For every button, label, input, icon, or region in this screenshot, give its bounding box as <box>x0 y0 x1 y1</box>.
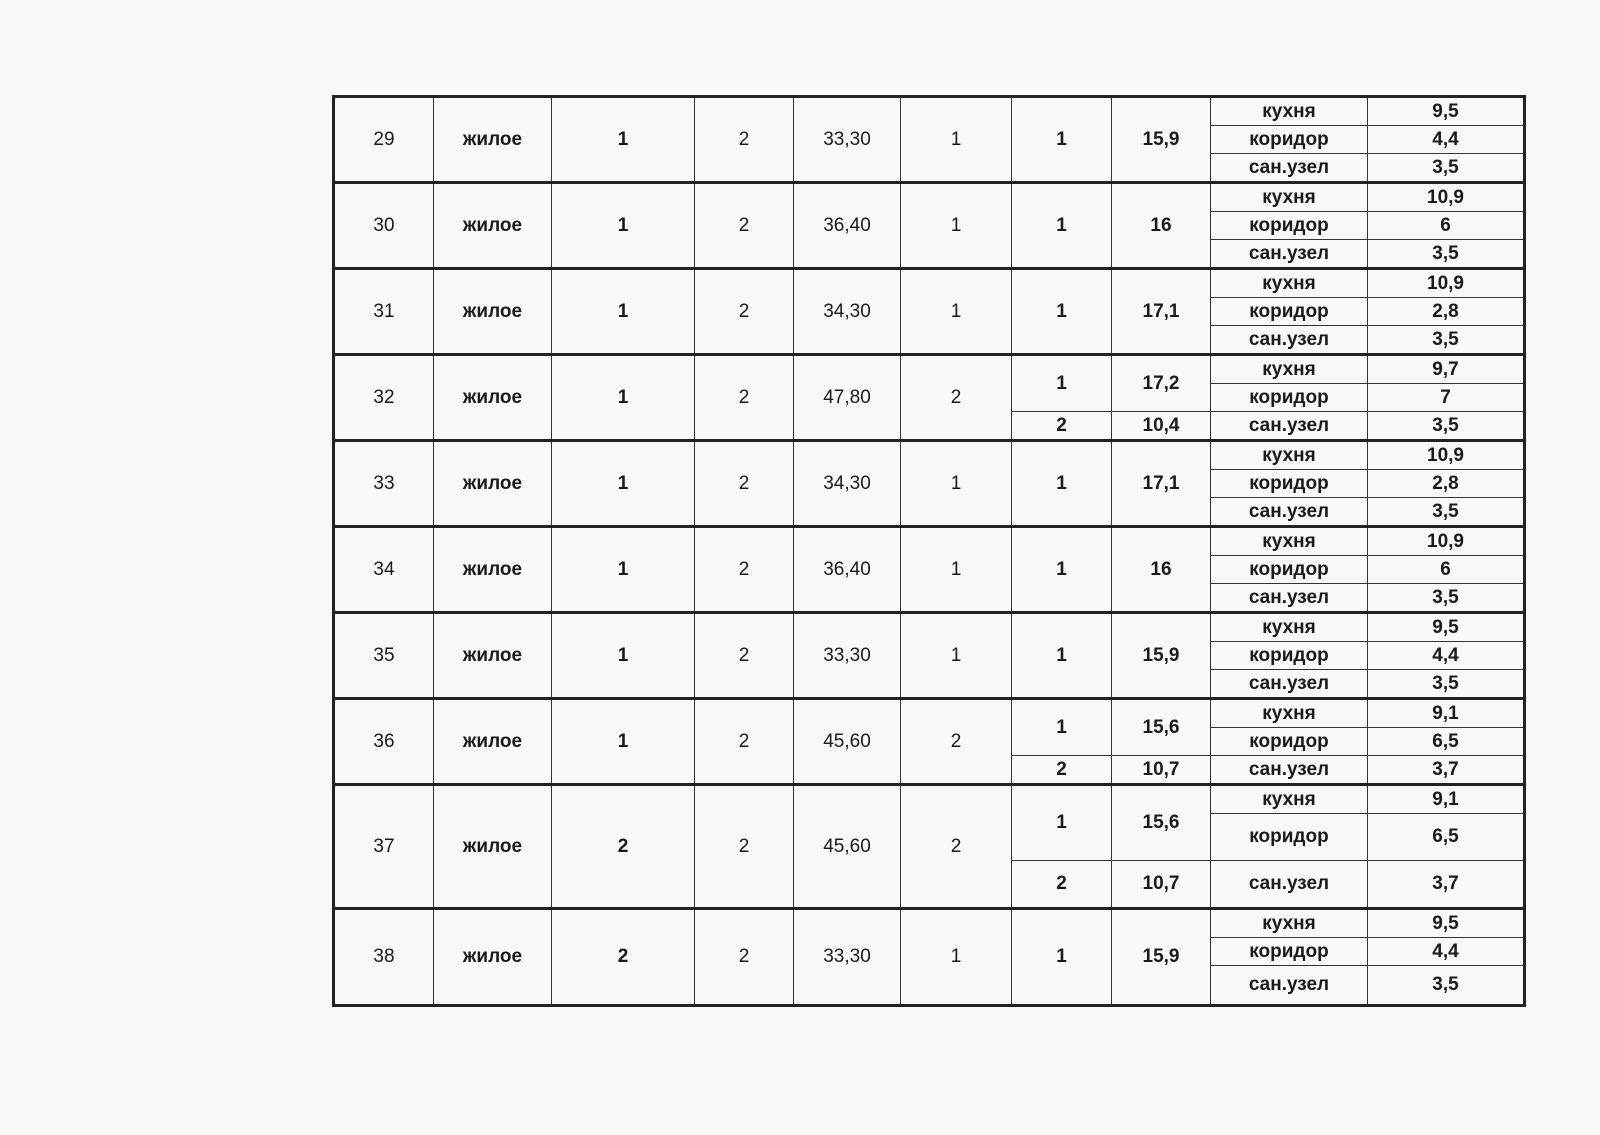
premises-type-cell: жилое <box>434 355 552 441</box>
aux-room-name-cell: коридор <box>1211 126 1368 154</box>
room-area-cell: 16 <box>1112 527 1211 613</box>
aux-room-name-cell: коридор <box>1211 470 1368 498</box>
apartment-number-cell: 31 <box>334 269 434 355</box>
aux-room-name-cell: кухня <box>1211 527 1368 556</box>
column-4-cell: 2 <box>695 355 794 441</box>
room-number-cell: 1 <box>1012 785 1112 861</box>
aux-room-name-cell: сан.узел <box>1211 154 1368 183</box>
column-4-cell: 2 <box>695 269 794 355</box>
total-area-cell: 34,30 <box>794 269 901 355</box>
table-row <box>334 527 1525 556</box>
aux-room-area-cell: 10,9 <box>1368 441 1525 470</box>
room-number-cell: 2 <box>1012 861 1112 909</box>
total-area-cell: 34,30 <box>794 441 901 527</box>
aux-room-name-cell: сан.узел <box>1211 412 1368 441</box>
aux-room-name-cell: коридор <box>1211 212 1368 240</box>
room-number-cell: 1 <box>1012 613 1112 699</box>
table-row <box>334 909 1525 938</box>
aux-room-name-cell: коридор <box>1211 298 1368 326</box>
aux-room-name-cell: кухня <box>1211 355 1368 384</box>
aux-room-name-cell: коридор <box>1211 728 1368 756</box>
aux-room-area-cell: 9,7 <box>1368 355 1525 384</box>
aux-room-area-cell: 4,4 <box>1368 938 1525 966</box>
aux-room-area-cell: 9,5 <box>1368 613 1525 642</box>
aux-room-name-cell: сан.узел <box>1211 756 1368 785</box>
aux-room-area-cell: 7 <box>1368 384 1525 412</box>
table-row <box>334 269 1525 298</box>
table-row <box>334 441 1525 470</box>
table-row <box>334 613 1525 642</box>
column-4-cell: 2 <box>695 699 794 785</box>
room-count-cell: 1 <box>901 97 1012 183</box>
room-area-cell: 15,6 <box>1112 699 1211 756</box>
total-area-cell: 45,60 <box>794 785 901 909</box>
aux-room-area-cell: 3,7 <box>1368 861 1525 909</box>
premises-type-cell: жилое <box>434 269 552 355</box>
aux-room-area-cell: 10,9 <box>1368 269 1525 298</box>
room-area-cell: 10,4 <box>1112 412 1211 441</box>
aux-room-name-cell: кухня <box>1211 613 1368 642</box>
room-count-cell: 2 <box>901 699 1012 785</box>
total-area-cell: 45,60 <box>794 699 901 785</box>
room-area-cell: 17,2 <box>1112 355 1211 412</box>
apartment-number-cell: 30 <box>334 183 434 269</box>
room-number-cell: 1 <box>1012 699 1112 756</box>
aux-room-area-cell: 10,9 <box>1368 527 1525 556</box>
column-3-cell: 1 <box>552 441 695 527</box>
premises-type-cell: жилое <box>434 441 552 527</box>
room-count-cell: 2 <box>901 355 1012 441</box>
apartments-table <box>332 95 1526 1007</box>
aux-room-name-cell: сан.узел <box>1211 240 1368 269</box>
column-3-cell: 2 <box>552 785 695 909</box>
room-count-cell: 2 <box>901 785 1012 909</box>
apartment-number-cell: 37 <box>334 785 434 909</box>
aux-room-area-cell: 6 <box>1368 212 1525 240</box>
aux-room-area-cell: 3,5 <box>1368 326 1525 355</box>
column-4-cell: 2 <box>695 97 794 183</box>
column-3-cell: 1 <box>552 97 695 183</box>
aux-room-area-cell: 6,5 <box>1368 814 1525 861</box>
aux-room-name-cell: коридор <box>1211 384 1368 412</box>
room-area-cell: 15,9 <box>1112 909 1211 1006</box>
room-number-cell: 1 <box>1012 527 1112 613</box>
apartment-number-cell: 33 <box>334 441 434 527</box>
total-area-cell: 33,30 <box>794 613 901 699</box>
room-area-cell: 17,1 <box>1112 441 1211 527</box>
aux-room-area-cell: 2,8 <box>1368 470 1525 498</box>
premises-type-cell: жилое <box>434 527 552 613</box>
room-count-cell: 1 <box>901 909 1012 1006</box>
room-area-cell: 15,9 <box>1112 97 1211 183</box>
column-3-cell: 2 <box>552 909 695 1006</box>
room-number-cell: 1 <box>1012 183 1112 269</box>
aux-room-area-cell: 9,5 <box>1368 909 1525 938</box>
total-area-cell: 36,40 <box>794 183 901 269</box>
premises-type-cell: жилое <box>434 613 552 699</box>
column-3-cell: 1 <box>552 183 695 269</box>
total-area-cell: 36,40 <box>794 527 901 613</box>
column-4-cell: 2 <box>695 441 794 527</box>
room-number-cell: 2 <box>1012 756 1112 785</box>
aux-room-name-cell: сан.узел <box>1211 861 1368 909</box>
aux-room-name-cell: кухня <box>1211 785 1368 814</box>
table-body <box>334 97 1525 1006</box>
aux-room-area-cell: 3,7 <box>1368 756 1525 785</box>
aux-room-name-cell: сан.узел <box>1211 326 1368 355</box>
aux-room-area-cell: 2,8 <box>1368 298 1525 326</box>
premises-type-cell: жилое <box>434 699 552 785</box>
total-area-cell: 33,30 <box>794 909 901 1006</box>
apartment-number-cell: 29 <box>334 97 434 183</box>
column-3-cell: 1 <box>552 269 695 355</box>
room-area-cell: 15,6 <box>1112 785 1211 861</box>
table-row <box>334 785 1525 814</box>
aux-room-area-cell: 3,5 <box>1368 670 1525 699</box>
aux-room-name-cell: коридор <box>1211 938 1368 966</box>
table-row <box>334 183 1525 212</box>
column-3-cell: 1 <box>552 527 695 613</box>
aux-room-area-cell: 6 <box>1368 556 1525 584</box>
table-row <box>334 355 1525 384</box>
total-area-cell: 33,30 <box>794 97 901 183</box>
room-number-cell: 2 <box>1012 412 1112 441</box>
aux-room-name-cell: кухня <box>1211 699 1368 728</box>
column-3-cell: 1 <box>552 699 695 785</box>
apartment-number-cell: 36 <box>334 699 434 785</box>
aux-room-area-cell: 10,9 <box>1368 183 1525 212</box>
room-count-cell: 1 <box>901 527 1012 613</box>
aux-room-area-cell: 3,5 <box>1368 584 1525 613</box>
aux-room-name-cell: коридор <box>1211 814 1368 861</box>
column-4-cell: 2 <box>695 183 794 269</box>
room-count-cell: 1 <box>901 183 1012 269</box>
column-4-cell: 2 <box>695 527 794 613</box>
apartment-number-cell: 38 <box>334 909 434 1006</box>
aux-room-area-cell: 3,5 <box>1368 240 1525 269</box>
aux-room-name-cell: кухня <box>1211 183 1368 212</box>
apartment-number-cell: 35 <box>334 613 434 699</box>
column-3-cell: 1 <box>552 613 695 699</box>
room-area-cell: 10,7 <box>1112 756 1211 785</box>
premises-type-cell: жилое <box>434 909 552 1006</box>
aux-room-name-cell: кухня <box>1211 269 1368 298</box>
premises-type-cell: жилое <box>434 183 552 269</box>
table-row <box>334 699 1525 728</box>
room-count-cell: 1 <box>901 613 1012 699</box>
room-number-cell: 1 <box>1012 269 1112 355</box>
column-4-cell: 2 <box>695 909 794 1006</box>
column-3-cell: 1 <box>552 355 695 441</box>
aux-room-area-cell: 3,5 <box>1368 154 1525 183</box>
total-area-cell: 47,80 <box>794 355 901 441</box>
aux-room-area-cell: 9,1 <box>1368 785 1525 814</box>
aux-room-name-cell: кухня <box>1211 909 1368 938</box>
aux-room-area-cell: 9,1 <box>1368 699 1525 728</box>
aux-room-name-cell: сан.узел <box>1211 966 1368 1006</box>
column-4-cell: 2 <box>695 613 794 699</box>
premises-type-cell: жилое <box>434 97 552 183</box>
premises-type-cell: жилое <box>434 785 552 909</box>
column-4-cell: 2 <box>695 785 794 909</box>
aux-room-area-cell: 6,5 <box>1368 728 1525 756</box>
room-count-cell: 1 <box>901 269 1012 355</box>
room-area-cell: 10,7 <box>1112 861 1211 909</box>
aux-room-area-cell: 9,5 <box>1368 97 1525 126</box>
aux-room-name-cell: коридор <box>1211 642 1368 670</box>
aux-room-name-cell: сан.узел <box>1211 670 1368 699</box>
aux-room-name-cell: кухня <box>1211 441 1368 470</box>
aux-room-name-cell: сан.узел <box>1211 584 1368 613</box>
room-count-cell: 1 <box>901 441 1012 527</box>
room-area-cell: 17,1 <box>1112 269 1211 355</box>
room-number-cell: 1 <box>1012 97 1112 183</box>
room-area-cell: 15,9 <box>1112 613 1211 699</box>
aux-room-area-cell: 4,4 <box>1368 642 1525 670</box>
aux-room-area-cell: 4,4 <box>1368 126 1525 154</box>
table-row <box>334 97 1525 126</box>
room-number-cell: 1 <box>1012 355 1112 412</box>
aux-room-name-cell: кухня <box>1211 97 1368 126</box>
aux-room-area-cell: 3,5 <box>1368 966 1525 1006</box>
room-number-cell: 1 <box>1012 441 1112 527</box>
aux-room-name-cell: коридор <box>1211 556 1368 584</box>
apartment-number-cell: 34 <box>334 527 434 613</box>
aux-room-area-cell: 3,5 <box>1368 412 1525 441</box>
room-area-cell: 16 <box>1112 183 1211 269</box>
room-number-cell: 1 <box>1012 909 1112 1006</box>
aux-room-area-cell: 3,5 <box>1368 498 1525 527</box>
apartment-number-cell: 32 <box>334 355 434 441</box>
aux-room-name-cell: сан.узел <box>1211 498 1368 527</box>
